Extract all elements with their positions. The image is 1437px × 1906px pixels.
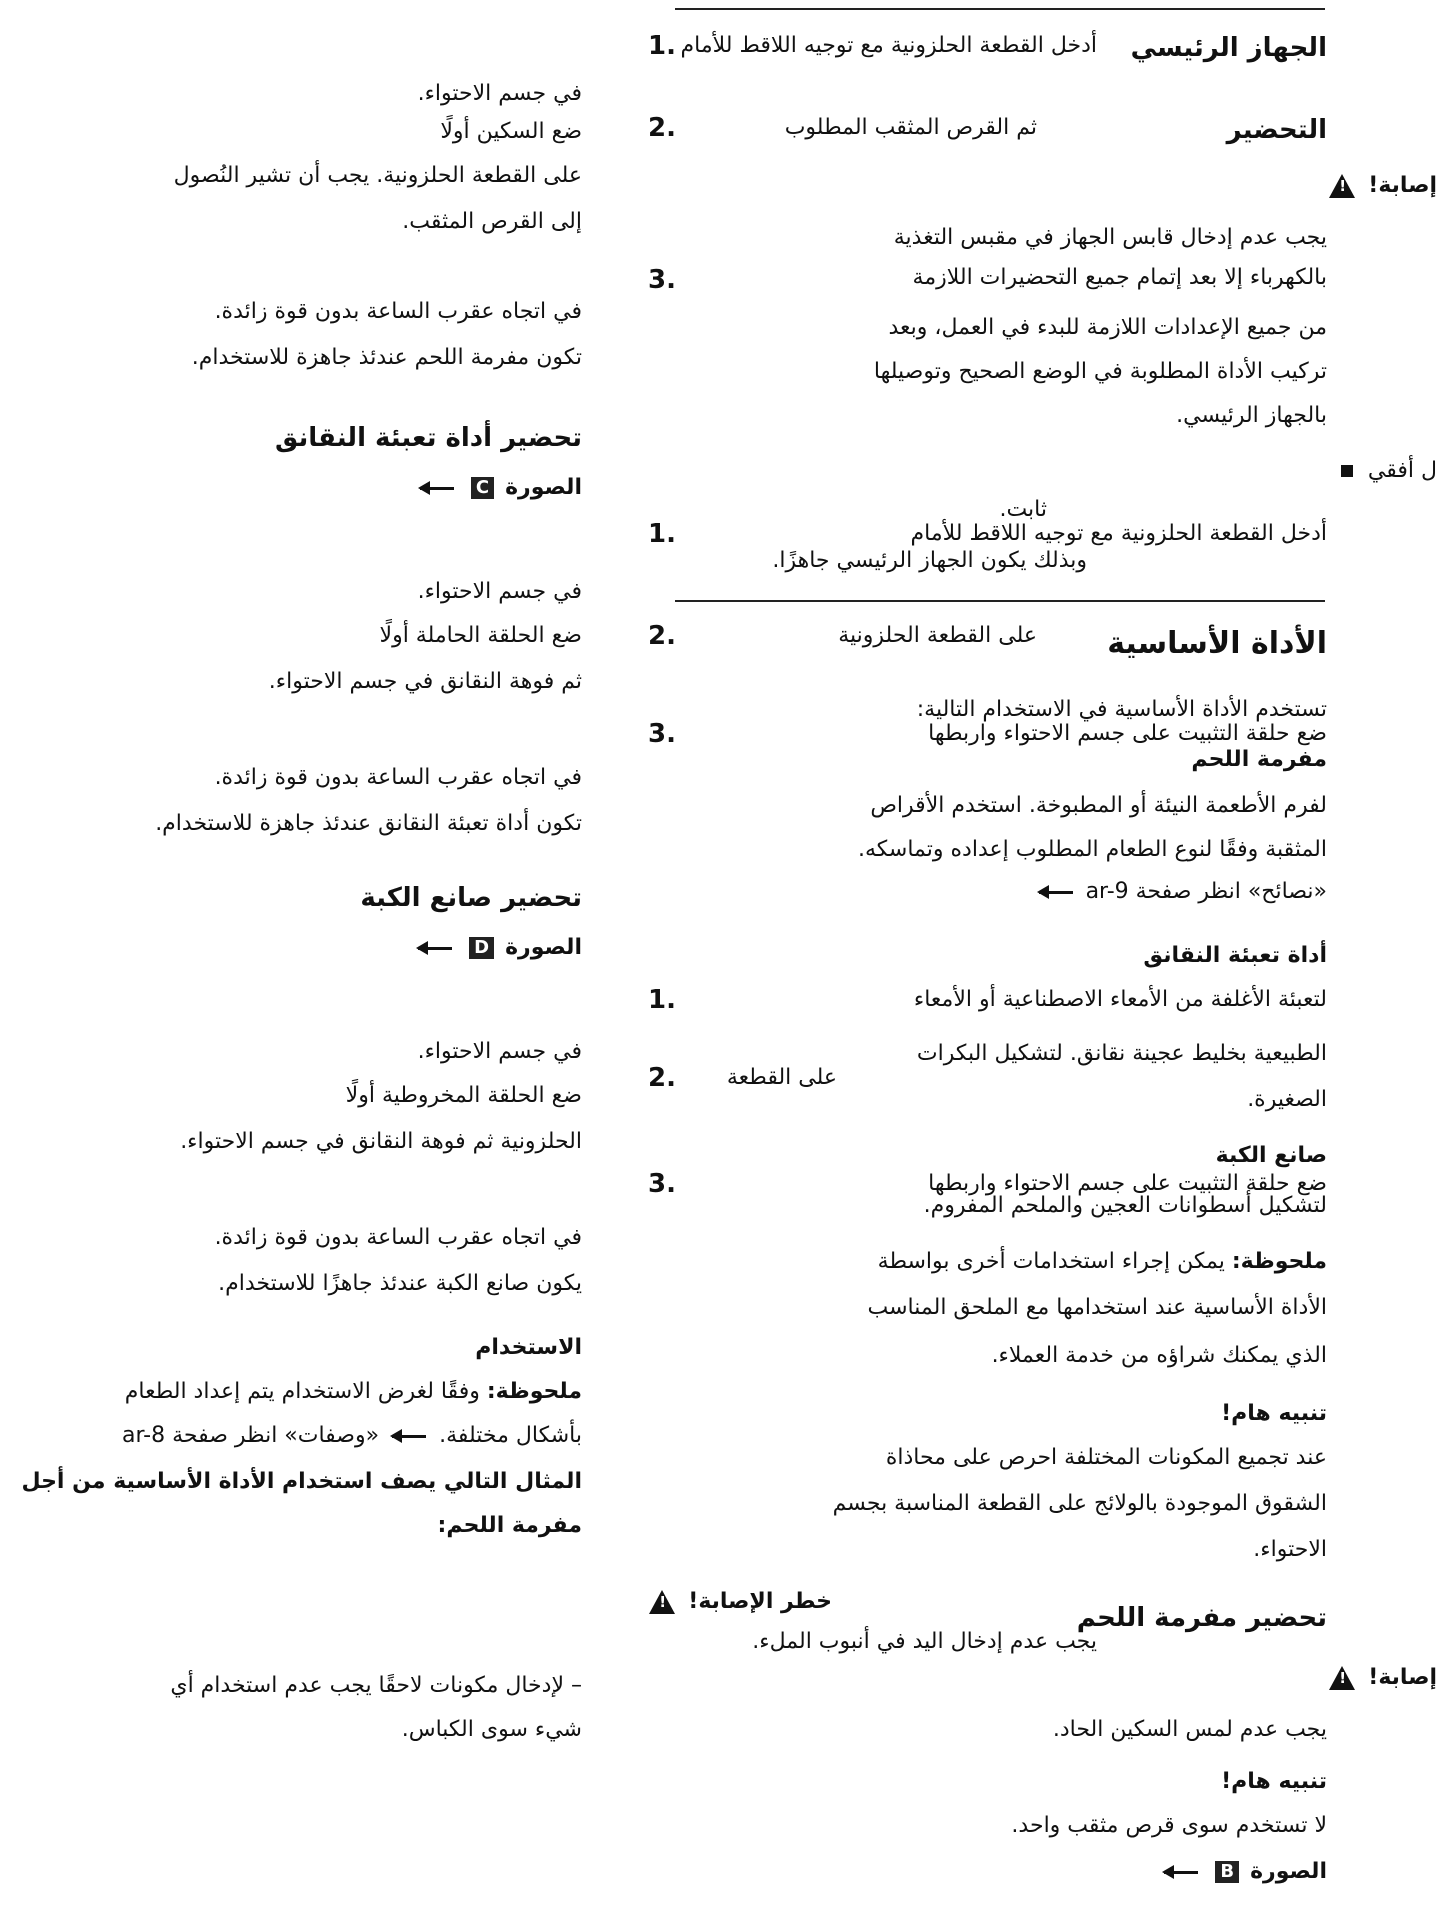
note-text-line: الذي يمكنك شراؤه من خدمة العملاء. <box>991 1343 1327 1368</box>
warning-icon <box>1329 1666 1355 1690</box>
mincer-text-line: لفرم الأطعمة النيئة أو المطبوخة. استخدم الأقراص <box>870 793 1327 818</box>
danger-item <box>170 1670 582 1702</box>
step-text: في جسم الاحتواء. <box>417 579 582 604</box>
danger-item-line: شيء سوى الكباس. <box>401 1717 582 1742</box>
step-text: على القطعة الحلزونية. يجب أن تشير النُصول <box>173 163 582 188</box>
example-text: مفرمة اللحم: <box>437 1513 582 1538</box>
important-text: لا تستخدم سوى قرص مثقب واحد. <box>1011 1813 1327 1838</box>
step-text: ضع السكين أولًا <box>440 119 582 144</box>
step-3-text: ضع حلقة التثبيت على جسم الاحتواء واربطها <box>928 721 1327 746</box>
injury-text-line: يجب عدم إدخال قابس الجهاز في مقبس التغذية <box>893 225 1327 250</box>
mincer-prep-heading: تحضير مفرمة اللحم <box>1076 1603 1327 1633</box>
sausage-side: على القطعة <box>726 1065 837 1090</box>
preparation-side-text: ثم القرص المثقب المطلوب <box>784 115 1037 140</box>
note-label: ملحوظة: <box>1231 1249 1327 1274</box>
sausage-heading: أداة تعبئة النقانق <box>1143 943 1327 968</box>
step-text: ضع الحلقة الحاملة أولًا <box>379 623 582 648</box>
figure-letter-box: D <box>469 937 494 959</box>
fixed-text: ثابت. <box>999 497 1047 522</box>
step-number: 3. <box>648 719 676 749</box>
figure-reference <box>1158 1856 1327 1888</box>
figure-label: الصورة <box>505 935 582 960</box>
step-1-text: أدخل القطعة الحلزونية مع توجيه اللاقط للأمام <box>680 33 1097 58</box>
important-heading: تنبيه هام! <box>1221 1769 1327 1794</box>
device-heading: الجهاز الرئيسي <box>1130 33 1327 63</box>
step-text: في جسم الاحتواء. <box>417 81 582 106</box>
injury-text-line: بالجهاز الرئيسي. <box>1176 403 1327 428</box>
important-text-line: عند تجميع المكونات المختلفة احرص على محاذاة <box>885 1445 1327 1470</box>
tips-reference-text: «نصائح» انظر صفحة ar-9 <box>1085 879 1327 904</box>
injury-text-line: من جميع الإعدادات اللازمة للبدء في العمل، وبعد <box>888 315 1327 340</box>
injury-warning <box>1323 170 1437 202</box>
step-text: الحلزونية ثم فوهة النقانق في جسم الاحتواء. <box>180 1129 582 1154</box>
usage-note-text: بأشكال مختلفة. <box>439 1423 582 1448</box>
usage-heading: الاستخدام <box>475 1335 582 1360</box>
note-line <box>878 1246 1327 1278</box>
step-text: إلى القرص المثقب. <box>402 209 582 234</box>
arrow-icon <box>392 1435 426 1438</box>
step-text: في اتجاه عقرب الساعة بدون قوة زائدة. <box>214 765 582 790</box>
step-text: تكون مفرمة اللحم عندئذ جاهزة للاستخدام. <box>191 345 582 370</box>
danger-dash: – <box>571 1673 582 1698</box>
figure-label: الصورة <box>505 475 582 500</box>
usage-note-line <box>122 1420 582 1452</box>
important-heading: تنبيه هام! <box>1221 1401 1327 1426</box>
section-rule <box>675 8 1325 10</box>
step-3-text: ضع حلقة التثبيت على جسم الاحتواء واربطها <box>928 1171 1327 1196</box>
step-text: تكون أداة تعبئة النقانق عندئذ جاهزة للاستخدام. <box>155 811 582 836</box>
step-text: في اتجاه عقرب الساعة بدون قوة زائدة. <box>214 1225 582 1250</box>
example-text: المثال التالي يصف استخدام الأداة الأساسية من أجل <box>21 1469 582 1494</box>
important-text-line: الاحتواء. <box>1253 1537 1327 1562</box>
recipes-reference: «وصفات» انظر صفحة ar-8 <box>122 1423 380 1448</box>
step-number: 2. <box>648 1063 676 1093</box>
step-text: يكون صانع الكبة عندئذ جاهزًا للاستخدام. <box>218 1271 582 1296</box>
usage-note-label: ملحوظة: <box>486 1379 582 1404</box>
arrow-icon <box>1164 1871 1198 1874</box>
section-rule <box>675 600 1325 602</box>
injury-text: يجب عدم لمس السكين الحاد. <box>1052 1717 1327 1742</box>
injury-label: إصابة! <box>1368 1665 1437 1690</box>
usage-note <box>125 1376 582 1408</box>
step-number: 2. <box>648 113 676 143</box>
step-number: 1. <box>648 985 676 1015</box>
sausage-text-line: لتعبئة الأغلفة من الأمعاء الاصطناعية أو الأمعاء <box>913 987 1327 1012</box>
mincer-text-line: المثقبة وفقًا لنوع الطعام المطلوب إعداده وتماسكه. <box>857 837 1327 862</box>
step-number: 1. <box>648 519 676 549</box>
horizontal-label: ل أفقي <box>1367 458 1437 483</box>
injury-label: إصابة! <box>1368 173 1437 198</box>
horizontal-item <box>1333 455 1437 487</box>
figure-letter-box: B <box>1215 1861 1239 1883</box>
mincer-heading: مفرمة اللحم <box>1191 747 1327 772</box>
basic-tool-intro: تستخدم الأداة الأساسية في الاستخدام التالية: <box>916 697 1327 722</box>
step-text: ثم فوهة النقانق في جسم الاحتواء. <box>268 669 582 694</box>
tips-reference <box>1033 876 1327 908</box>
important-text-line: الشقوق الموجودة بالولائج على القطعة المناسبة بجسم <box>832 1491 1327 1516</box>
note-text-line: الأداة الأساسية عند استخدامها مع الملحق المناسب <box>867 1295 1327 1320</box>
ready-text: وبذلك يكون الجهاز الرئيسي جاهزًا. <box>772 548 1087 573</box>
figure-letter-box: C <box>471 477 494 499</box>
step-number: 3. <box>648 265 676 295</box>
figure-reference <box>414 472 582 504</box>
step-text: في جسم الاحتواء. <box>417 1039 582 1064</box>
kebbe-heading: صانع الكبة <box>1215 1143 1327 1168</box>
basic-tool-heading: الأداة الأساسية <box>1107 626 1327 661</box>
figure-reference <box>412 932 582 964</box>
step-text: ضع الحلقة المخروطية أولًا <box>345 1083 582 1108</box>
injury-warning <box>1323 1662 1437 1694</box>
basic-tool-side: على القطعة الحلزونية <box>838 623 1037 648</box>
mincer-prep-sub: يجب عدم إدخال اليد في أنبوب الملء. <box>752 1629 1097 1654</box>
sausage-text-line: الطبيعية بخليط عجينة نقانق. لتشكيل البكرات <box>916 1041 1327 1066</box>
warning-icon <box>1329 174 1355 198</box>
bullet-icon <box>1341 465 1353 477</box>
kebbe-text: لتشكيل أسطوانات العجين والملحم المفروم. <box>923 1193 1327 1218</box>
step-number: 2. <box>648 621 676 651</box>
note-text: يمكن إجراء استخدامات أخرى بواسطة <box>877 1249 1225 1274</box>
arrow-icon <box>420 487 454 490</box>
arrow-icon <box>418 947 452 950</box>
danger-heading-line <box>643 1586 832 1618</box>
kebbe-prep-heading: تحضير صانع الكبة <box>360 883 582 913</box>
step-text: في اتجاه عقرب الساعة بدون قوة زائدة. <box>214 299 582 324</box>
step-number: 3. <box>648 1169 676 1199</box>
figure-label: الصورة <box>1250 1859 1327 1884</box>
usage-note-text: وفقًا لغرض الاستخدام يتم إعداد الطعام <box>124 1379 480 1404</box>
step-1-text: أدخل القطعة الحلزونية مع توجيه اللاقط للأمام <box>910 521 1327 546</box>
sausage-prep-heading: تحضير أداة تعبئة النقانق <box>275 423 582 453</box>
danger-heading: خطر الإصابة! <box>688 1589 832 1614</box>
injury-text-line: تركيب الأداة المطلوبة في الوضع الصحيح وتوصيلها <box>873 359 1327 384</box>
danger-item-text: لإدخال مكونات لاحقًا يجب عدم استخدام أي <box>170 1673 564 1698</box>
warning-icon <box>649 1590 675 1614</box>
injury-text-line: بالكهرباء إلا بعد إتمام جميع التحضيرات اللازمة <box>912 265 1327 290</box>
arrow-icon <box>1039 891 1073 894</box>
sausage-text-line: الصغيرة. <box>1247 1087 1327 1112</box>
step-number: 1. <box>648 31 676 61</box>
preparation-heading: التحضير <box>1226 115 1327 145</box>
